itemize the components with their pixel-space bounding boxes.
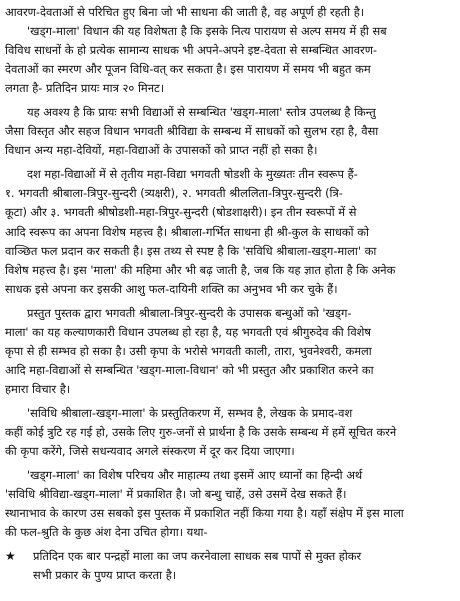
paragraph-6 (5, 466, 454, 542)
text-line: आवरण-देवताओं से परिचित हुए बिना जो भी साधना की जाती है, वह अपूर्ण ही रहती है। (5, 5, 365, 19)
paragraph-5 (5, 404, 454, 461)
text-line: लगता है- प्रतिदिन प्रायः मात्र २० मिनट। (5, 81, 165, 96)
text-line: जैसा विस्तृत और सहज विधान भगवती श्रीविद्या के सम्बन्ध में साधकों को सुलभ रहा है, वैसा (5, 124, 379, 139)
bullet-item (5, 547, 454, 585)
text-line: विविध साधनों के हो प्रत्येक सामान्य साधक भी अपने-अपने इष्ट-देवता से सम्बन्धित आवरण- (5, 43, 378, 58)
text-line: यह अवश्य है कि प्रायः सभी विद्याओं से सम्बन्धित 'खड्ग-माला' स्तोत्र उपलब्ध है किन्तु (27, 105, 376, 120)
text-line: स्थानाभाव के कारण उस सबको इस पुस्तक में प्रकाशित नहीं किया गया है। यहाँ संक्षेप में इस माला (5, 506, 404, 521)
text-line: देवताओं का स्मरण और पूजन विधि-वत् कर सकता है। इस पारायण में समय भी बहुत कम (5, 62, 371, 77)
paragraph-4 (5, 304, 454, 399)
text-line: प्रस्तुत पुस्तक द्वारा भगवती श्रीबाला-त्रिपुर-सुन्दरी के उपासक बन्धुओं को 'खड्ग- (27, 305, 352, 320)
text-line: 'खड्ग-माला' का विशेष परिचय और माहात्म्य तथा इसमें आए ध्यानों का हिन्दी अर्थ (27, 468, 363, 483)
text-line: 'सविधि श्रीविद्या-खड्ग-माला' में प्रकाशित है। जो बन्धु चाहें, उसे उसमें देख सकते हैं। (5, 487, 347, 502)
text-line: प्रतिदिन एक बार पन्द्रहों माला का जप करनेवाला साधक सब पापों से मुक्त होकर (33, 549, 362, 564)
text-line: आदि महा-विद्याओं से सम्बन्धित 'खड्ग-माला-विधान' को भी प्रस्तुत और प्रकाशित करने का (5, 362, 374, 377)
text-line: 'खड्ग-माला' विधान की यह विशेषता है कि इसके नित्य पारायण से अल्प समय में ही सब (27, 24, 387, 39)
text-line: हमारा विचार है। (5, 381, 71, 396)
star-icon: ★ (5, 549, 16, 564)
paragraph-2 (5, 103, 454, 160)
text-line: कहीं कोई त्रुटि रह गई हो, उसके लिए गुरु-जनों से प्रार्थना है कि उसके सम्बन्ध में हमें सूचित करने (5, 424, 397, 439)
text-line: की कृपा करेंगे, जिसे सधन्यवाद अगले संस्करण में दूर कर दिया जाएगा। (5, 444, 295, 459)
text-line: सभी प्रकार के पुण्य प्राप्त करता है। (33, 568, 177, 583)
paragraph-3 (5, 165, 454, 298)
text-line: 'सविधि श्रीबाला-खड्ग-माला' के प्रस्तुतिकरण में, सम्भव है, लेखक के प्रमाद-वश (27, 405, 353, 420)
paragraph-1 (5, 3, 454, 98)
text-line: साधक इसे अपना कर इसकी आशु फल-दायिनी शक्ति का अनुभव भी कर चुके हैं। (5, 281, 338, 296)
text-line: विशेष महत्त्व है। इस 'माला' की महिमा और भी बढ़ जाती है, जब कि यह ज्ञात होता है कि अनेक (5, 262, 396, 277)
text-line: विधान अन्य महा-देवियों, महा-विद्याओं के उपासकों को प्राप्त नहीं हो सका है। (5, 143, 318, 158)
text-line: दश महा-विद्याओं में से तृतीय महा-विद्या भगवती षोडशी के मुख्यतः तीन स्वरूप हैं- (27, 167, 358, 182)
text-line: कूटा) और ३. भगवती श्रीषोडशी-महा-त्रिपुर-सुन्दरी (षोडशाक्षरी)। इन तीन स्वरूपों में से (5, 205, 357, 220)
text-line: १. भगवती श्रीबाला-त्रिपुर-सुन्दरी (त्र्यक्षरी), २. भगवती श्रीललिता-त्रिपुर-सुन्दरी (त्रि- (5, 186, 343, 201)
text-line: कृपा से ही सम्भव हो सका है। उसी कृपा के भरोसे भगवती काली, तारा, भुवनेश्वरी, कमला (5, 343, 372, 358)
text-line: वाञ्छित फल प्रदान कर सकती है। इस तथ्य से स्पष्ट है कि 'सविधि श्रीबाला-खड्ग-माला' का (5, 243, 377, 258)
text-line: माला' का यह कल्याणकारी विधान उपलब्ध हो रहा है, यह भगवती एवं श्रीगुरुदेव की विशेष (5, 324, 371, 339)
text-line: की फल-श्रुति के कुछ अंश देना उचित होगा। यथा- (5, 525, 208, 540)
text-line: आदि स्वरूप का अपना विशेष महत्त्व है। श्रीबाला-गर्भित साधना ही श्री-कुल के साधकों को (5, 224, 369, 239)
